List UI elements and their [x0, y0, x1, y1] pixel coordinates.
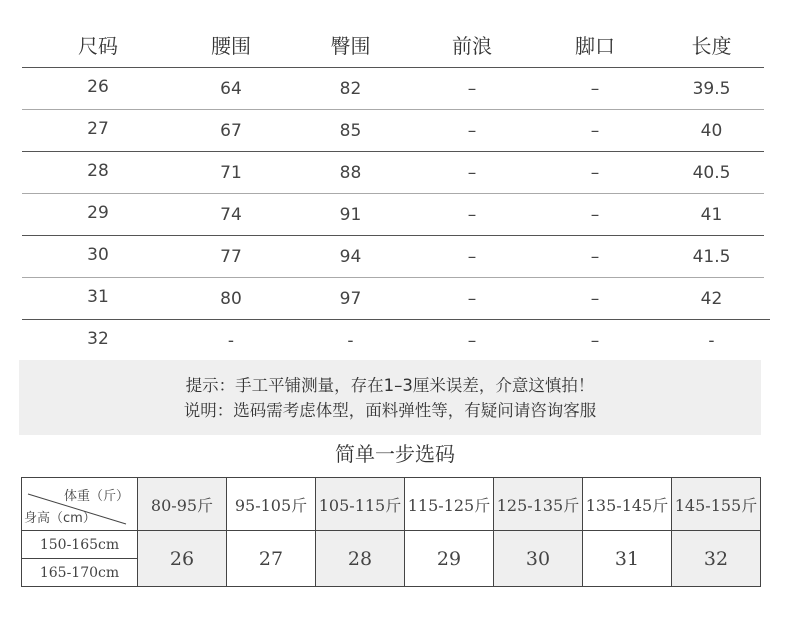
table-row: [22, 236, 764, 278]
table-row: [22, 68, 764, 110]
cell-front-rise: –: [467, 331, 477, 351]
header-hip: 臀围: [330, 33, 371, 58]
cell-leg-opening: –: [590, 331, 600, 351]
cell-waist: -: [227, 331, 235, 351]
header-waist: 腰围: [211, 33, 251, 58]
cell-waist: 64: [220, 79, 242, 99]
corner-cell: [22, 478, 138, 531]
cell-hip: 91: [339, 205, 362, 225]
height-range-cell: 150-165cm: [22, 531, 138, 559]
size-cell: 30: [494, 531, 583, 587]
size-cell: 29: [405, 531, 494, 587]
size-cell: 32: [672, 531, 761, 587]
header-front-rise: 前浪: [452, 33, 492, 58]
cell-length: 42: [700, 289, 723, 309]
quick-select-table: [21, 477, 761, 587]
weight-range-cell: 115-125斤: [405, 478, 494, 531]
height-axis-label: 身高（cm）: [24, 511, 96, 526]
size-cell: 31: [583, 531, 672, 587]
measurement-notice: [19, 360, 761, 435]
weight-axis-label: 体重（斤）: [63, 489, 129, 504]
cell-length: -: [708, 331, 715, 351]
cell-front-rise: –: [467, 289, 477, 309]
cell-front-rise: –: [467, 205, 477, 225]
cell-length: 40: [700, 121, 723, 141]
size-chart-header: [22, 20, 764, 68]
cell-waist: 77: [220, 247, 242, 267]
cell-waist: 67: [220, 121, 242, 141]
header-size: 尺码: [78, 33, 118, 58]
weight-header-row: [22, 478, 761, 531]
weight-range-cell: 135-145斤: [583, 478, 672, 531]
quick-select-title: 简单一步选码: [335, 442, 455, 466]
height-row: [22, 531, 761, 559]
table-row: [22, 278, 764, 320]
cell-hip: 82: [339, 79, 362, 99]
cell-front-rise: –: [467, 79, 477, 99]
size-cell: 27: [227, 531, 316, 587]
cell-hip: -: [347, 331, 354, 351]
cell-size: 31: [87, 287, 109, 307]
cell-length: 39.5: [692, 79, 731, 99]
cell-size: 26: [87, 77, 109, 97]
cell-front-rise: –: [467, 163, 477, 183]
weight-range-cell: 80-95斤: [138, 478, 227, 531]
cell-hip: 94: [339, 247, 362, 267]
cell-size: 32: [87, 329, 109, 349]
weight-range-cell: 125-135斤: [494, 478, 583, 531]
table-row: [22, 152, 764, 194]
cell-length: 41.5: [692, 247, 731, 267]
table-row: [22, 194, 764, 236]
header-length: 长度: [691, 33, 732, 58]
notice-tip: 提示：手工平铺测量，存在1–3厘米误差，介意这慎拍！: [185, 376, 595, 395]
size-cell: 26: [138, 531, 227, 587]
cell-leg-opening: –: [590, 163, 600, 183]
cell-size: 28: [87, 161, 109, 181]
cell-front-rise: –: [467, 121, 477, 141]
cell-hip: 88: [339, 163, 362, 183]
cell-leg-opening: –: [590, 205, 600, 225]
cell-length: 41: [700, 205, 723, 225]
cell-size: 30: [87, 245, 109, 265]
weight-range-cell: 95-105斤: [227, 478, 316, 531]
notice-explanation: 说明：选码需考虑体型，面料弹性等，有疑问请咨询客服: [183, 401, 597, 420]
cell-hip: 97: [339, 289, 362, 309]
cell-leg-opening: –: [590, 79, 600, 99]
size-chart: [22, 20, 764, 362]
cell-leg-opening: –: [590, 289, 600, 309]
weight-range-cell: 145-155斤: [672, 478, 761, 531]
cell-length: 40.5: [692, 163, 731, 183]
cell-waist: 80: [220, 289, 242, 309]
header-leg-opening: 脚口: [575, 33, 615, 58]
cell-size: 29: [87, 203, 109, 223]
cell-waist: 74: [220, 205, 242, 225]
size-cell: 28: [316, 531, 405, 587]
height-range-cell: 165-170cm: [22, 559, 138, 587]
cell-waist: 71: [220, 163, 242, 183]
table-row: [22, 320, 764, 362]
weight-range-cell: 105-115斤: [316, 478, 405, 531]
cell-leg-opening: –: [590, 247, 600, 267]
cell-hip: 85: [339, 121, 362, 141]
table-row: [22, 110, 764, 152]
cell-size: 27: [87, 119, 109, 139]
cell-front-rise: –: [467, 247, 477, 267]
cell-leg-opening: –: [590, 121, 600, 141]
